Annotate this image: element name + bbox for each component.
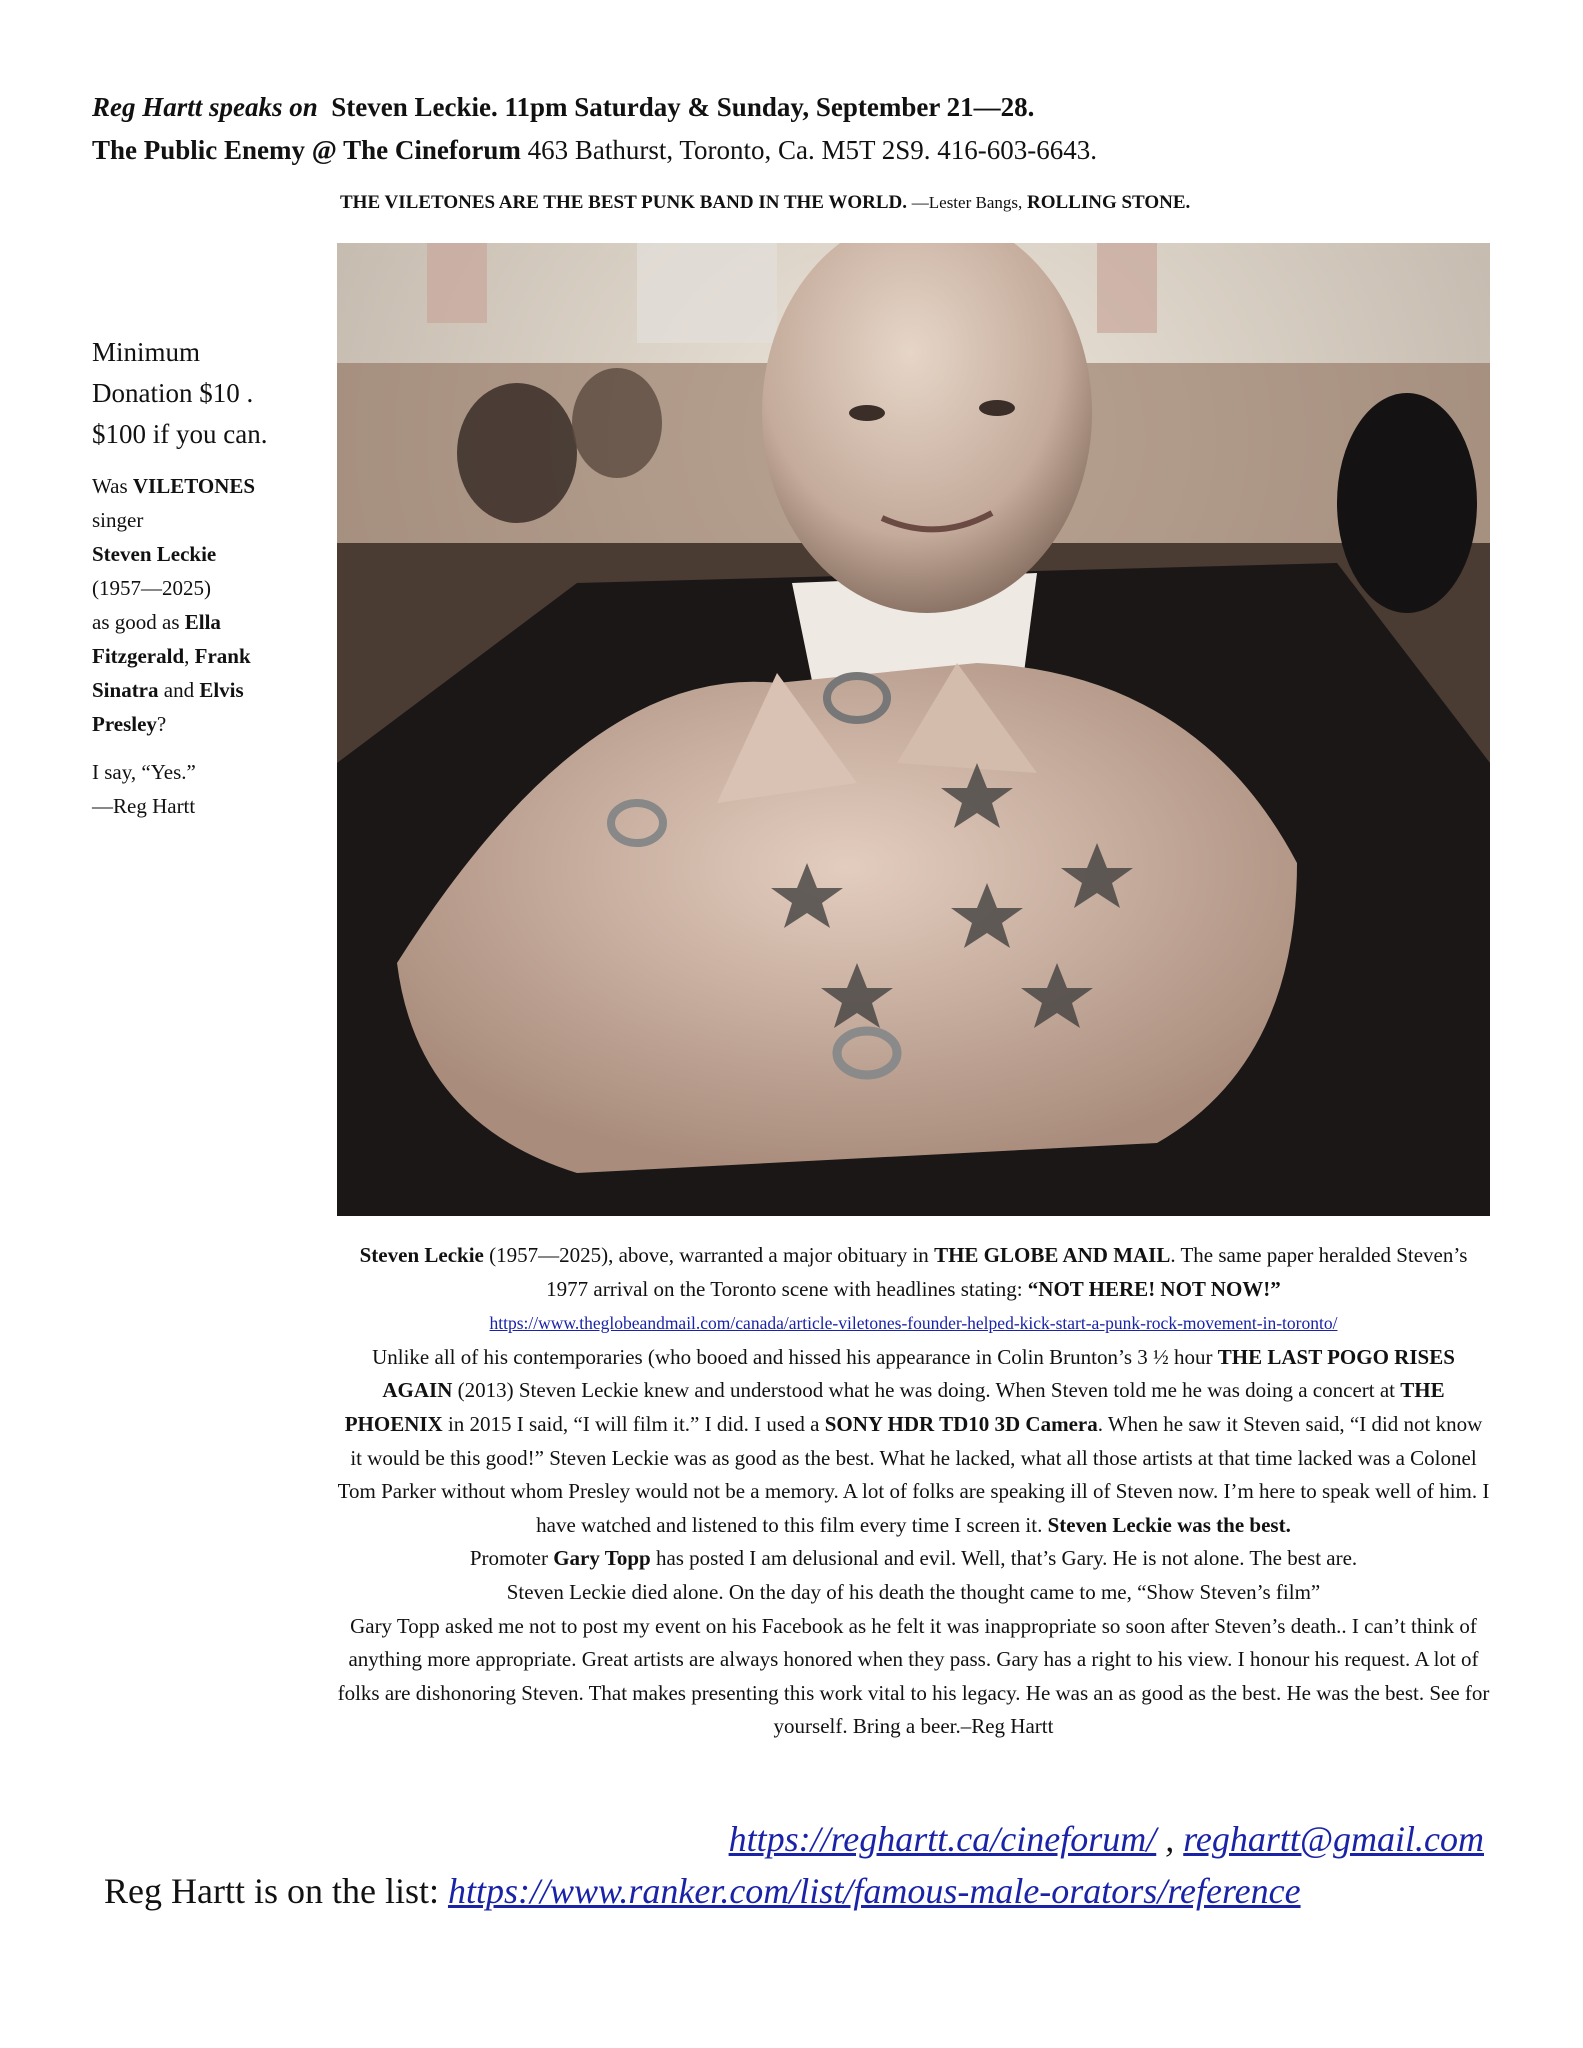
question-name: Steven Leckie <box>92 542 217 566</box>
press-quote <box>340 192 1190 214</box>
question-frank: Frank Sinatra <box>92 644 251 702</box>
caption-camera: SONY HDR TD10 3D Camera <box>824 1411 1098 1436</box>
question-comma: , <box>184 644 190 668</box>
caption-venue: THE PHOENIX <box>344 1378 1445 1436</box>
answer-text: I say, “Yes.” <box>92 760 196 784</box>
caption-text: in 2015 I said, “I will film it.” I did. I used a <box>447 1411 820 1436</box>
caption-text: Steven Leckie died alone. On the day of his death the thought came to me, “Show Steven’s film” <box>506 1579 1321 1604</box>
answer-signature: —Reg Hartt <box>92 794 196 818</box>
question-as-good: as good as <box>92 610 180 634</box>
quote-text: THE VILETONES ARE THE BEST PUNK BAND IN THE WORLD. <box>340 192 908 213</box>
donation-line-2: Donation $10 . <box>92 378 254 408</box>
caption-text: . When he saw it Steven said, “I did not know it would be this good!” Steven Leckie was as good as the best. What he lacked, what all those artists at that time lacked was a Colonel Tom Parker without whom Presley would not be a memory. A lot of folks are speaking ill of Steven now. I’m here to speak well of him. I have watched and listened to this film every time I screen it. <box>337 1411 1490 1537</box>
donation-line-1: Minimum <box>92 337 201 367</box>
caption-headline: “NOT HERE! NOT NOW!” <box>1027 1276 1281 1301</box>
question-was: Was <box>92 474 128 498</box>
caption-text: Gary Topp asked me not to post my event on his Facebook as he felt it was inappropriate so soon after Steven’s death.. I can’t think of anything more appropriate. Great artists are always honored when they pass. Gary has a right to his view. I honour his request. A lot of folks are dishonoring Steven. That makes presenting this work vital to his legacy. He was an as good as the best. He was the best. See for yourself. Bring a beer.–Reg Hartt <box>337 1613 1490 1739</box>
contact-links <box>0 1818 1484 1860</box>
venue-address: 463 Bathurst, Toronto, Ca. M5T 2S9. 416-603-6643. <box>527 135 1098 165</box>
question-singer: singer <box>92 508 144 532</box>
portrait-illustration <box>337 243 1490 1216</box>
caption-text: (2013) Steven Leckie knew and understood what he was doing. When Steven told me he was doing a concert at <box>457 1378 1395 1403</box>
caption-text: . The same paper heralded Steven’s 1977 arrival on the Toronto scene with headlines stating: <box>546 1243 1468 1301</box>
sidebar-answer <box>92 755 322 823</box>
donation-line-3: $100 if you can. <box>92 419 268 449</box>
globe-article-link[interactable]: https://www.theglobeandmail.com/canada/article-viletones-founder-helped-kick-start-a-punk-rock-movement-in-toronto/ <box>489 1313 1338 1334</box>
event-venue <box>92 135 1097 166</box>
question-viletones: VILETONES <box>132 474 256 498</box>
caption-best: Steven Leckie was the best. <box>1047 1512 1291 1537</box>
link-separator: , <box>1165 1819 1175 1859</box>
event-title <box>92 92 1034 123</box>
quote-attribution: —Lester Bangs, <box>911 193 1023 212</box>
event-title-details: Steven Leckie. 11pm Saturday & Sunday, September 21—28. <box>331 92 1035 122</box>
caption-promoter: Gary Topp <box>553 1546 651 1571</box>
question-years: (1957—2025) <box>92 576 211 600</box>
list-label: Reg Hartt is on the list: <box>104 1871 439 1911</box>
question-elvis: Elvis Presley <box>92 678 244 736</box>
quote-source: ROLLING STONE. <box>1027 192 1191 213</box>
sidebar-question <box>92 469 322 741</box>
question-ella: Ella Fitzgerald <box>92 610 221 668</box>
ranker-link[interactable]: https://www.ranker.com/list/famous-male-orators/reference <box>447 1871 1301 1911</box>
caption-text: has posted I am delusional and evil. Well, that’s Gary. He is not alone. The best are. <box>655 1546 1358 1571</box>
venue-name: The Public Enemy @ The Cineforum <box>92 135 521 165</box>
caption-text: Promoter <box>469 1546 548 1571</box>
article-body <box>337 1239 1490 1744</box>
orators-list-line <box>104 1870 1301 1912</box>
question-and: and <box>163 678 195 702</box>
caption-text: Unlike all of his contemporaries (who booed and hissed his appearance in Colin Brunton’s 3 ½ hour <box>372 1344 1213 1369</box>
sidebar <box>92 332 322 823</box>
event-title-intro: Reg Hartt speaks on <box>92 92 318 122</box>
caption-film-title: THE LAST POGO RISES AGAIN <box>382 1344 1455 1403</box>
caption-name: Steven Leckie <box>359 1243 484 1267</box>
cineforum-link[interactable]: https://reghartt.ca/cineforum/ <box>728 1819 1157 1859</box>
email-link[interactable]: reghartt@gmail.com <box>1183 1819 1484 1859</box>
caption-paper: THE GLOBE AND MAIL <box>934 1243 1171 1267</box>
steven-leckie-photo <box>337 243 1490 1216</box>
question-mark: ? <box>156 712 167 736</box>
caption-text: (1957—2025), above, warranted a major obituary in <box>489 1243 929 1267</box>
